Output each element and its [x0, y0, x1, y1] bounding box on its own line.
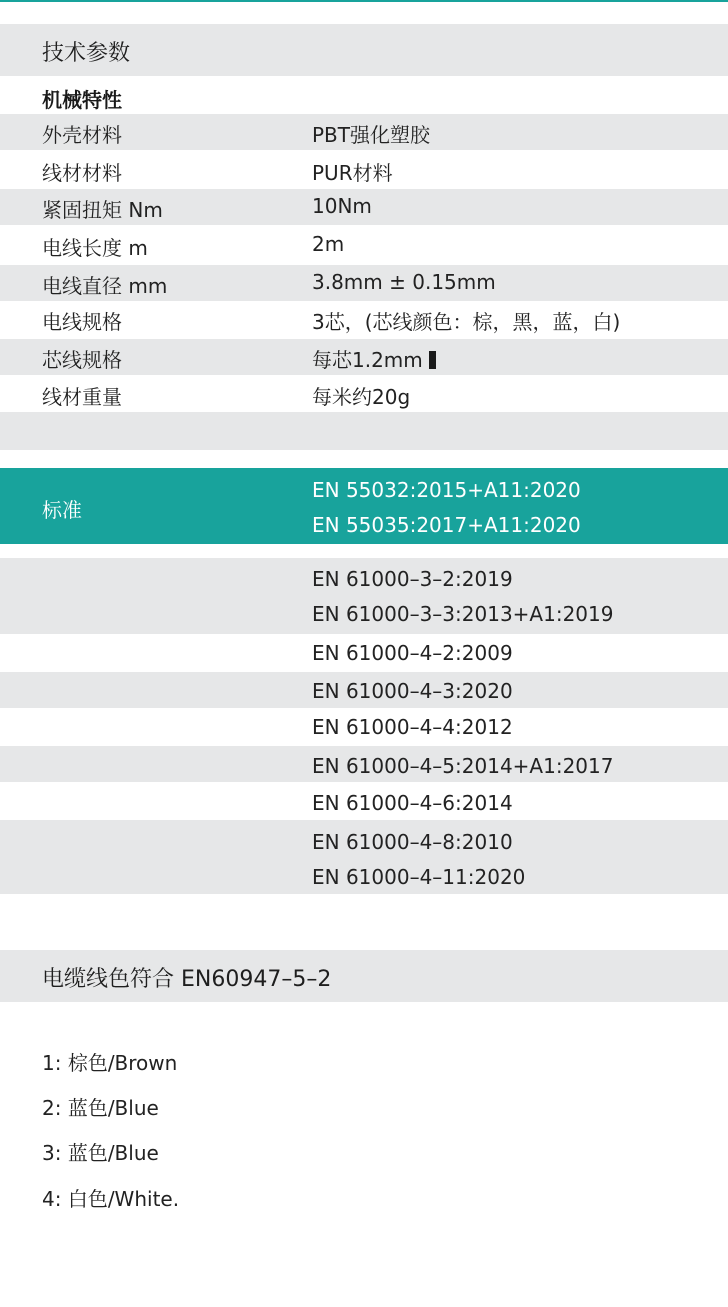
spec-value: 每米约20g: [312, 385, 411, 409]
spec-row: [0, 339, 728, 375]
standard-item: EN 61000–4–6:2014: [312, 791, 513, 815]
spec-label: 电线长度 m: [42, 236, 148, 260]
spec-value: 3芯，(芯线颜色：棕，黑，蓝，白): [312, 310, 621, 334]
spec-value: PUR材料: [312, 161, 393, 185]
spec-row: [0, 376, 728, 412]
standard-item: EN 61000–4–8:2010: [312, 830, 513, 854]
color-list-item: 4: 白色/White.: [42, 1187, 180, 1211]
standard-item: EN 61000–4–3:2020: [312, 679, 513, 703]
spec-row: [0, 265, 728, 301]
spec-label: 电线规格: [42, 310, 122, 334]
color-list-item: 3: 蓝色/Blue: [42, 1141, 159, 1165]
standards-header: [0, 468, 728, 544]
color-list-item: 1: 棕色/Brown: [42, 1051, 178, 1075]
standard-item: EN 61000–4–2:2009: [312, 641, 513, 665]
subsection-title: 机械特性: [42, 88, 122, 112]
standard-item: EN 61000–3–2:2019: [312, 567, 513, 591]
spec-row: [0, 152, 728, 188]
spec-value: 10Nm: [312, 194, 372, 218]
spec-value-wrap: [312, 344, 436, 373]
spec-label: 外壳材料: [42, 123, 122, 147]
standard-item: EN 61000–4–5:2014+A1:2017: [312, 754, 614, 778]
spec-label: 紧固扭矩 Nm: [42, 198, 163, 222]
spec-row: [0, 189, 728, 225]
square-icon: [429, 351, 436, 369]
spec-row: [0, 301, 728, 337]
spec-value: 3.8mm ± 0.15mm: [312, 270, 496, 294]
standard-item: EN 55032:2015+A11:2020: [312, 478, 581, 502]
spec-value: 2m: [312, 232, 345, 256]
top-accent-line: [0, 0, 728, 2]
spacer-band: [0, 412, 728, 450]
standards-label: 标准: [42, 498, 82, 522]
standard-item: EN 61000–4–4:2012: [312, 715, 513, 739]
spec-label: 线材重量: [42, 385, 122, 409]
standard-item: EN 55035:2017+A11:2020: [312, 513, 581, 537]
spec-row: [0, 227, 728, 263]
spec-row: [0, 114, 728, 150]
spec-label: 电线直径 mm: [42, 274, 168, 298]
color-list-item: 2: 蓝色/Blue: [42, 1096, 159, 1120]
section-title: 电缆线色符合 EN60947–5–2: [42, 967, 332, 992]
standard-item: EN 61000–3–3:2013+A1:2019: [312, 602, 614, 626]
standard-item: EN 61000–4–11:2020: [312, 865, 526, 889]
section-title: 技术参数: [42, 41, 131, 66]
spec-value: PBT强化塑胶: [312, 123, 430, 147]
spec-value: 每芯1.2mm: [312, 348, 423, 372]
spec-label: 芯线规格: [42, 348, 122, 372]
spec-label: 线材材料: [42, 161, 122, 185]
